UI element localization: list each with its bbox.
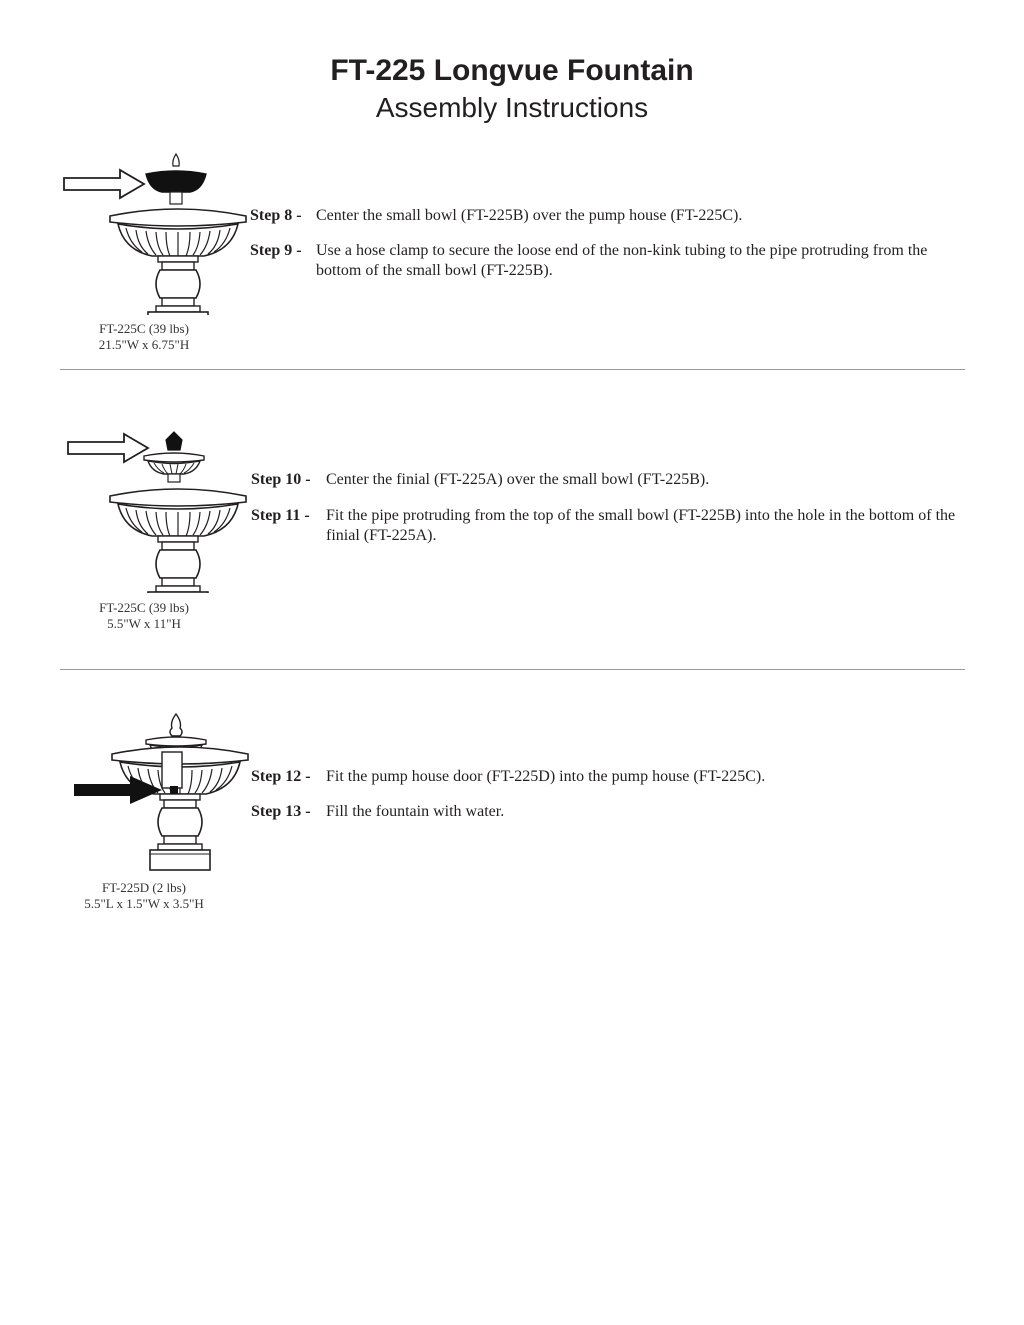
step-label: Step 8 - bbox=[250, 207, 302, 224]
part-weight: FT-225D (2 lbs) bbox=[101, 880, 187, 895]
step-text: Center the finial (FT-225A) over the small bowl (FT-225B). bbox=[326, 471, 710, 488]
step-text: Fill the fountain with water. bbox=[326, 803, 505, 820]
part-caption bbox=[44, 600, 244, 632]
section-divider bbox=[60, 669, 965, 670]
part-dimensions: 5.5"W x 11"H bbox=[107, 616, 181, 631]
step-text: Fit the pump house door (FT-225D) into the pump house (FT-225C). bbox=[326, 768, 766, 785]
step-label: Step 11 - bbox=[251, 507, 310, 524]
part-caption bbox=[44, 321, 244, 353]
step-text: Fit the pipe protruding from the top of the small bowl (FT-225B) into the hole in the bottom of the finial (FT-225A). bbox=[326, 507, 956, 544]
small-bowl-highlight-icon bbox=[146, 171, 206, 192]
step-label: Step 13 - bbox=[251, 803, 311, 820]
document-subtitle: Assembly Instructions bbox=[375, 92, 649, 123]
pump-house-door-icon bbox=[162, 752, 182, 788]
step-text: Use a hose clamp to secure the loose end of the non-kink tubing to the pipe protruding from the bottom of the small bowl (FT-225B). bbox=[316, 242, 928, 279]
step-text: Center the small bowl (FT-225B) over the pump house (FT-225C). bbox=[316, 207, 743, 224]
part-caption bbox=[44, 880, 244, 912]
fountain-illustration-small-bowl bbox=[60, 150, 250, 315]
fountain-illustration-pump-house-door bbox=[70, 712, 260, 872]
section-divider bbox=[60, 369, 965, 370]
part-weight: FT-225C (39 lbs) bbox=[99, 600, 189, 615]
step-label: Step 9 - bbox=[250, 242, 302, 259]
finial-highlight-icon bbox=[166, 432, 182, 450]
document-title: FT-225 Longvue Fountain bbox=[330, 54, 694, 87]
fountain-illustration-finial bbox=[60, 428, 250, 593]
finial-icon bbox=[173, 154, 179, 166]
part-dimensions: 5.5"L x 1.5"W x 3.5"H bbox=[84, 896, 204, 911]
step-label: Step 12 - bbox=[251, 768, 311, 785]
part-weight: FT-225C (39 lbs) bbox=[99, 321, 189, 336]
part-dimensions: 21.5"W x 6.75"H bbox=[98, 337, 190, 352]
step-label: Step 10 - bbox=[251, 471, 311, 488]
